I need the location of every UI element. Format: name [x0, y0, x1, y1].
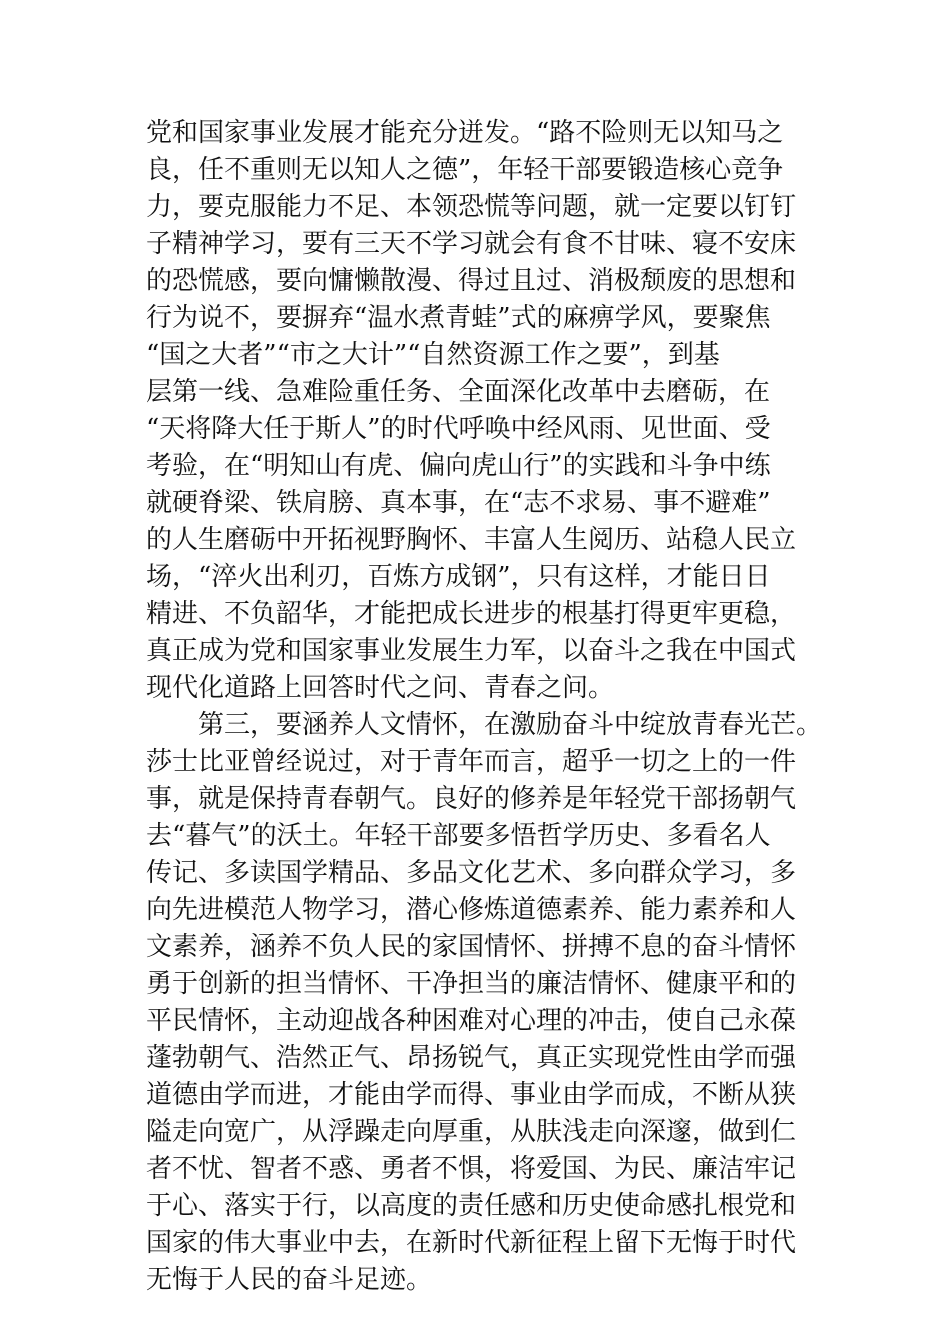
text-line: 就硬脊梁、铁肩膀、真本事，在“志不求易、事不避难”: [146, 488, 771, 518]
text-line: 精进、不负韶华，才能把成长进步的根基打得更牢更稳，: [146, 599, 797, 629]
text-line: 平民情怀，主动迎战各种困难对心理的冲击，使自己永葆: [146, 1006, 797, 1036]
body-text: [146, 115, 826, 1299]
text-line: 党和国家事业发展才能充分迸发。“路不险则无以知马之: [146, 118, 784, 148]
text-line: 于心、落实于行，以高度的责任感和历史使命感扎根党和: [146, 1191, 797, 1221]
text-line: 勇于创新的担当情怀、干净担当的廉洁情怀、健康平和的: [146, 969, 797, 999]
text-line: 道德由学而进，才能由学而得、事业由学而成，不断从狭: [146, 1080, 797, 1110]
text-line: 行为说不，要摒弃“温水煮青蛙”式的麻痹学风，要聚焦: [146, 303, 771, 333]
text-line: 去“暮气”的沃土。年轻干部要多悟哲学历史、多看名人: [146, 821, 771, 851]
text-line: 现代化道路上回答时代之问、青春之问。: [146, 673, 615, 703]
text-line: 子精神学习，要有三天不学习就会有食不甘味、寝不安床: [146, 229, 797, 259]
text-line: 传记、多读国学精品、多品文化艺术、多向群众学习，多: [146, 858, 797, 888]
text-line: 事，就是保持青春朝气。良好的修养是年轻党干部扬朝气: [146, 784, 797, 814]
text-line: 的人生磨砺中开拓视野胸怀、丰富人生阅历、站稳人民立: [146, 525, 797, 555]
text-line: 考验，在“明知山有虎、偏向虎山行”的实践和斗争中练: [146, 451, 771, 481]
paragraph-start-line: 第三，要涵养人文情怀，在激励奋斗中绽放青春光芒。: [198, 710, 823, 740]
text-line: 无悔于人民的奋斗足迹。: [146, 1265, 433, 1295]
text-line: “国之大者”“市之大计”“自然资源工作之要”，到基: [146, 340, 720, 370]
text-line: 层第一线、急难险重任务、全面深化改革中去磨砺，在: [146, 377, 771, 407]
text-line: 莎士比亚曾经说过，对于青年而言，超乎一切之上的一件: [146, 747, 797, 777]
text-line: 的恐慌感，要向慵懒散漫、得过且过、消极颓废的思想和: [146, 266, 797, 296]
text-line: 力，要克服能力不足、本领恐慌等问题，就一定要以钉钉: [146, 192, 797, 222]
text-line: 文素养，涵养不负人民的家国情怀、拼搏不息的奋斗情怀: [146, 932, 797, 962]
text-line: 国家的伟大事业中去，在新时代新征程上留下无悔于时代: [146, 1228, 797, 1258]
text-line: 向先进模范人物学习，潜心修炼道德素养、能力素养和人: [146, 895, 797, 925]
text-line: 良，任不重则无以知人之德”，年轻干部要锻造核心竞争: [146, 155, 784, 185]
text-line: 场，“淬火出利刃，百炼方成钢”，只有这样，才能日日: [146, 562, 771, 592]
text-line: “天将降大任于斯人”的时代呼唤中经风雨、见世面、受: [146, 414, 771, 444]
text-line: 蓬勃朝气、浩然正气、昂扬锐气，真正实现党性由学而强: [146, 1043, 797, 1073]
text-line: 真正成为党和国家事业发展生力军，以奋斗之我在中国式: [146, 636, 797, 666]
text-line: 隘走向宽广，从浮躁走向厚重，从肤浅走向深邃，做到仁: [146, 1117, 797, 1147]
text-line: 者不忧、智者不惑、勇者不惧，将爱国、为民、廉洁牢记: [146, 1154, 797, 1184]
